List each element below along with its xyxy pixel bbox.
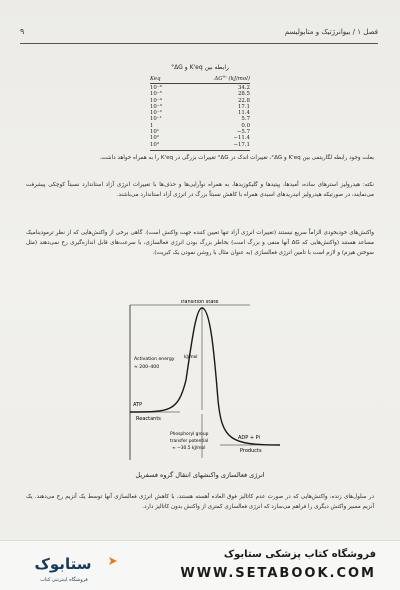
setabook-logo xyxy=(18,547,98,585)
adp-label: ADP + Pi xyxy=(238,435,260,441)
page-number: ۹ xyxy=(20,27,25,36)
dg-value: 0.0 xyxy=(241,122,250,129)
chapter-title: فصل ۱ / بیوانرژتیک و متابولیسم xyxy=(284,28,378,36)
dg-value: −5.7 xyxy=(236,129,250,136)
watermark-footer xyxy=(0,540,400,590)
energy-curve xyxy=(130,308,280,445)
dg-value: −17.1 xyxy=(233,141,250,148)
table-header xyxy=(150,76,250,84)
dg-value: 22.8 xyxy=(237,97,250,104)
paragraph-3: واکنش‌های خودبخودی الزاماً سریع نیستند (تغییرات انرژی آزاد تنها تعیین کننده جهت واکنش است). گاهی برخی از واکنش‌هایی که از نظر ترمودینامیک مساعد هستند (واکنش‌هایی که ΔG آنها منفی و بزرگ است) بخاطر بزرگ بودن انرژی فعالسازی، با سرعت‌های قابل اندازه‌گیری رخ نمی‌دهند (مثل سوختن هیزم) و لازم است با تامین انرژی فعالسازی (به عنوان مثال با روشن نمودن یک کبریت). xyxy=(26,230,374,256)
transfer-value: ≈ −30.5 kJ/mol xyxy=(172,446,206,451)
keq-value: 10⁻⁶ xyxy=(150,85,162,91)
table-body xyxy=(150,85,250,148)
activation-range: ≈ 200–400 xyxy=(134,365,160,370)
reactants-label: Reactants xyxy=(136,416,161,422)
keq-value: 10² xyxy=(150,135,160,142)
energy-diagram xyxy=(110,300,300,465)
header-rule xyxy=(20,43,378,44)
keq-value: 10⁻³ xyxy=(150,103,162,110)
ts-label: Transition state xyxy=(180,300,219,305)
paragraph-4: در سلول‌های زنده، واکنش‌هایی که در صورت عدم کاتالیز فوق العاده آهسته هستند، با کاهش انرژی فعالسازی آنها توسط یک آنزیم رخ می‌دهند. یک آنزیم مسیر واکنش دیگری را فراهم می‌سازد که انرژی فعالسازی کمتری از واکنش بدون کاتالیز دارد. xyxy=(26,494,374,510)
paragraph-2: نکته: هیدرولیز استرهای ساده، آمیدها، پپتیدها و گلیکوزیدها، به همراه نوآرایی‌ها و حذف‌ها با تغییرات انرژی آزاد استاندارد نسبتاً کوچکی پیشرفت می‌نمایند، در صورتیکه هیدرولیز انیدریدهای اسیدی همراه با کاهش نسبتاً بزرگ در انرژی آزاد استاندارد می‌باشند. xyxy=(26,182,374,198)
products-label: Products xyxy=(240,448,262,454)
table-rule xyxy=(150,150,250,151)
phosphoryl-label: Phosphoryl group xyxy=(170,432,209,437)
dg-value: 5.7 xyxy=(241,116,250,123)
keq-value: 10³ xyxy=(150,141,160,148)
dg-value: 11.4 xyxy=(237,110,250,117)
keq-value: 10⁻⁵ xyxy=(150,91,162,98)
keq-value: 10¹ xyxy=(150,129,160,136)
dg-value: 17.1 xyxy=(237,103,250,110)
atp-label: ATP xyxy=(133,402,143,408)
table-title: رابطه بین K'eq و ΔG° xyxy=(171,64,229,71)
keq-value: 1 xyxy=(150,122,154,129)
table-row xyxy=(150,142,250,148)
shop-name: فروشگاه کتاب پزشکی ستابوک xyxy=(223,549,376,560)
dg-value: 34.2 xyxy=(237,85,250,91)
dg-value: −11.4 xyxy=(233,135,250,142)
activation-unit: kJ/mol xyxy=(184,355,198,360)
col-dg: ΔG°' (kJ/mol) xyxy=(214,76,250,82)
shop-url[interactable]: WWW.SETABOOK.COM xyxy=(180,566,376,581)
transfer-label: transfer potential xyxy=(170,439,209,444)
keq-value: 10⁻¹ xyxy=(150,116,162,123)
activation-label: Activation energy xyxy=(134,357,175,362)
page-header xyxy=(20,28,378,40)
keq-table xyxy=(150,76,250,151)
arrow-icon xyxy=(107,555,119,567)
logo-subtitle: فروشگاه اینترنتی کتاب xyxy=(40,577,88,583)
figure-caption: انرژی فعالسازی واکنشهای انتقال گروه فسفریل xyxy=(135,471,265,479)
dg-value: 28.5 xyxy=(237,91,250,98)
logo-text: ستابوک xyxy=(34,555,92,573)
col-keq: Keq xyxy=(150,76,161,82)
keq-value: 10⁻² xyxy=(150,110,162,117)
keq-value: 10⁻⁴ xyxy=(150,97,162,104)
paragraph-1: بعلت وجود رابطه لگاریتمی بین K'eq و ΔG°، تغییرات اندک در ΔG° تغییرات بزرگی در K'eq را به همراه خواهد داشت. xyxy=(99,155,374,161)
